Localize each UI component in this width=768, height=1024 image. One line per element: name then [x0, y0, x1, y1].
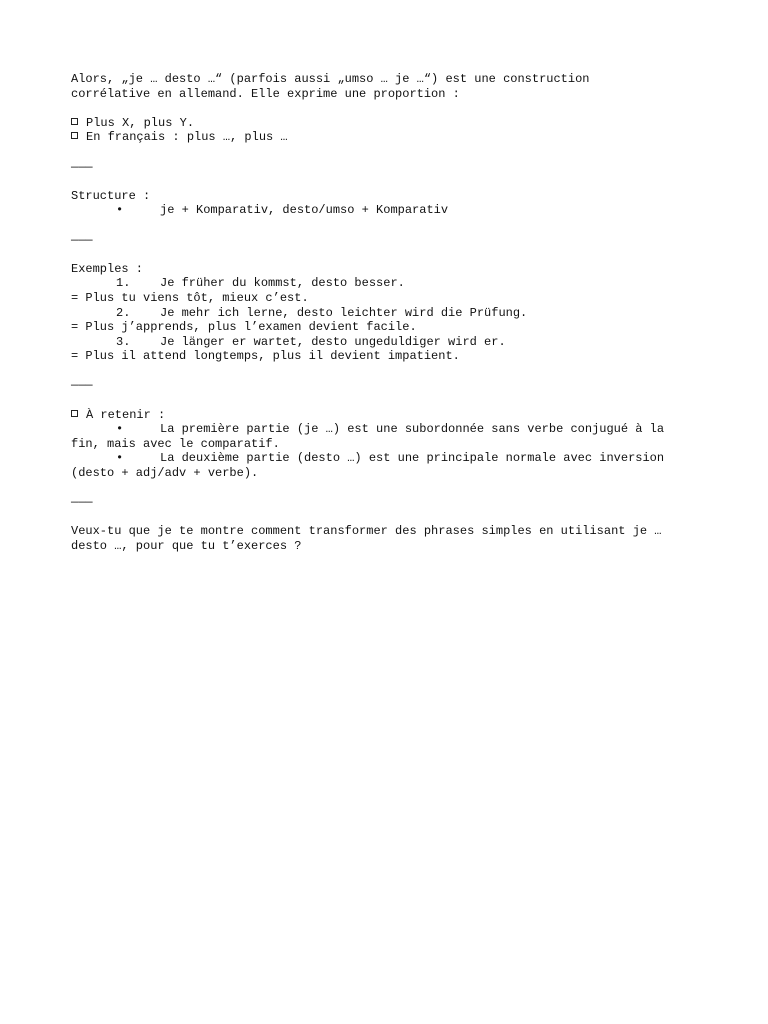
retenir-item-text: La première partie (je …) est une subordonnée sans verbe conjugué à la fin, mais avec le comparatif. [71, 422, 672, 451]
separator: ——— [71, 232, 93, 247]
spacer [71, 393, 696, 408]
small-square-icon [71, 118, 78, 125]
structure-item [71, 203, 696, 218]
example-german-text: Je länger er wartet, desto ungeduldiger wird er. [160, 334, 506, 349]
example-french: = Plus il attend longtemps, plus il devient impatient. [71, 349, 460, 364]
spacer [71, 145, 696, 160]
proportion-item [71, 116, 696, 131]
example-number: 2. [116, 305, 131, 320]
spacer [71, 101, 696, 116]
retenir-heading-text: À retenir : [86, 407, 166, 422]
example-french: = Plus j’apprends, plus l’examen devient facile. [71, 320, 417, 335]
example-french: = Plus tu viens tôt, mieux c’est. [71, 290, 309, 305]
separator: ——— [71, 159, 93, 174]
bullet-marker: • [116, 451, 124, 466]
retenir-item [71, 422, 696, 451]
closing-line-1: Veux-tu que je te montre comment transformer des phrases simples en utilisant je … [71, 524, 662, 539]
examples-heading: Exemples : [71, 261, 144, 276]
bullet-marker: • [116, 422, 124, 437]
example-german-text: Je mehr ich lerne, desto leichter wird die Prüfung. [160, 305, 528, 320]
spacer [71, 247, 696, 262]
structure-item-text: je + Komparativ, desto/umso + Komparativ [160, 203, 449, 218]
structure-heading: Structure : [71, 188, 151, 203]
retenir-heading [71, 408, 696, 423]
separator: ——— [71, 495, 93, 510]
closing-line-2: desto …, pour que tu t’exerces ? [71, 539, 302, 553]
example-german [71, 276, 696, 291]
intro-line-2: corrélative en allemand. Elle exprime une proportion : [71, 86, 460, 101]
example-number: 3. [116, 334, 131, 349]
spacer [71, 481, 696, 496]
small-square-icon [71, 410, 78, 417]
proportion-item [71, 130, 696, 145]
spacer [71, 218, 696, 233]
spacer [71, 510, 696, 525]
separator: ——— [71, 378, 93, 393]
example-german [71, 306, 696, 321]
example-number: 1. [116, 276, 131, 291]
spacer [71, 364, 696, 379]
proportion-item-text: Plus X, plus Y. [86, 115, 195, 130]
intro-line-1: Alors, „je … desto …“ (parfois aussi „umso … je …“) est une construction [71, 72, 590, 86]
example-german [71, 335, 696, 350]
bullet-marker: • [116, 203, 124, 218]
proportion-item-text: En français : plus …, plus … [86, 130, 288, 145]
spacer [71, 174, 696, 189]
retenir-item [71, 451, 696, 480]
example-german-text: Je früher du kommst, desto besser. [160, 276, 405, 291]
small-square-icon [71, 132, 78, 139]
retenir-item-text: La deuxième partie (desto …) est une principale normale avec inversion (desto + adj/adv + verbe). [71, 451, 672, 481]
